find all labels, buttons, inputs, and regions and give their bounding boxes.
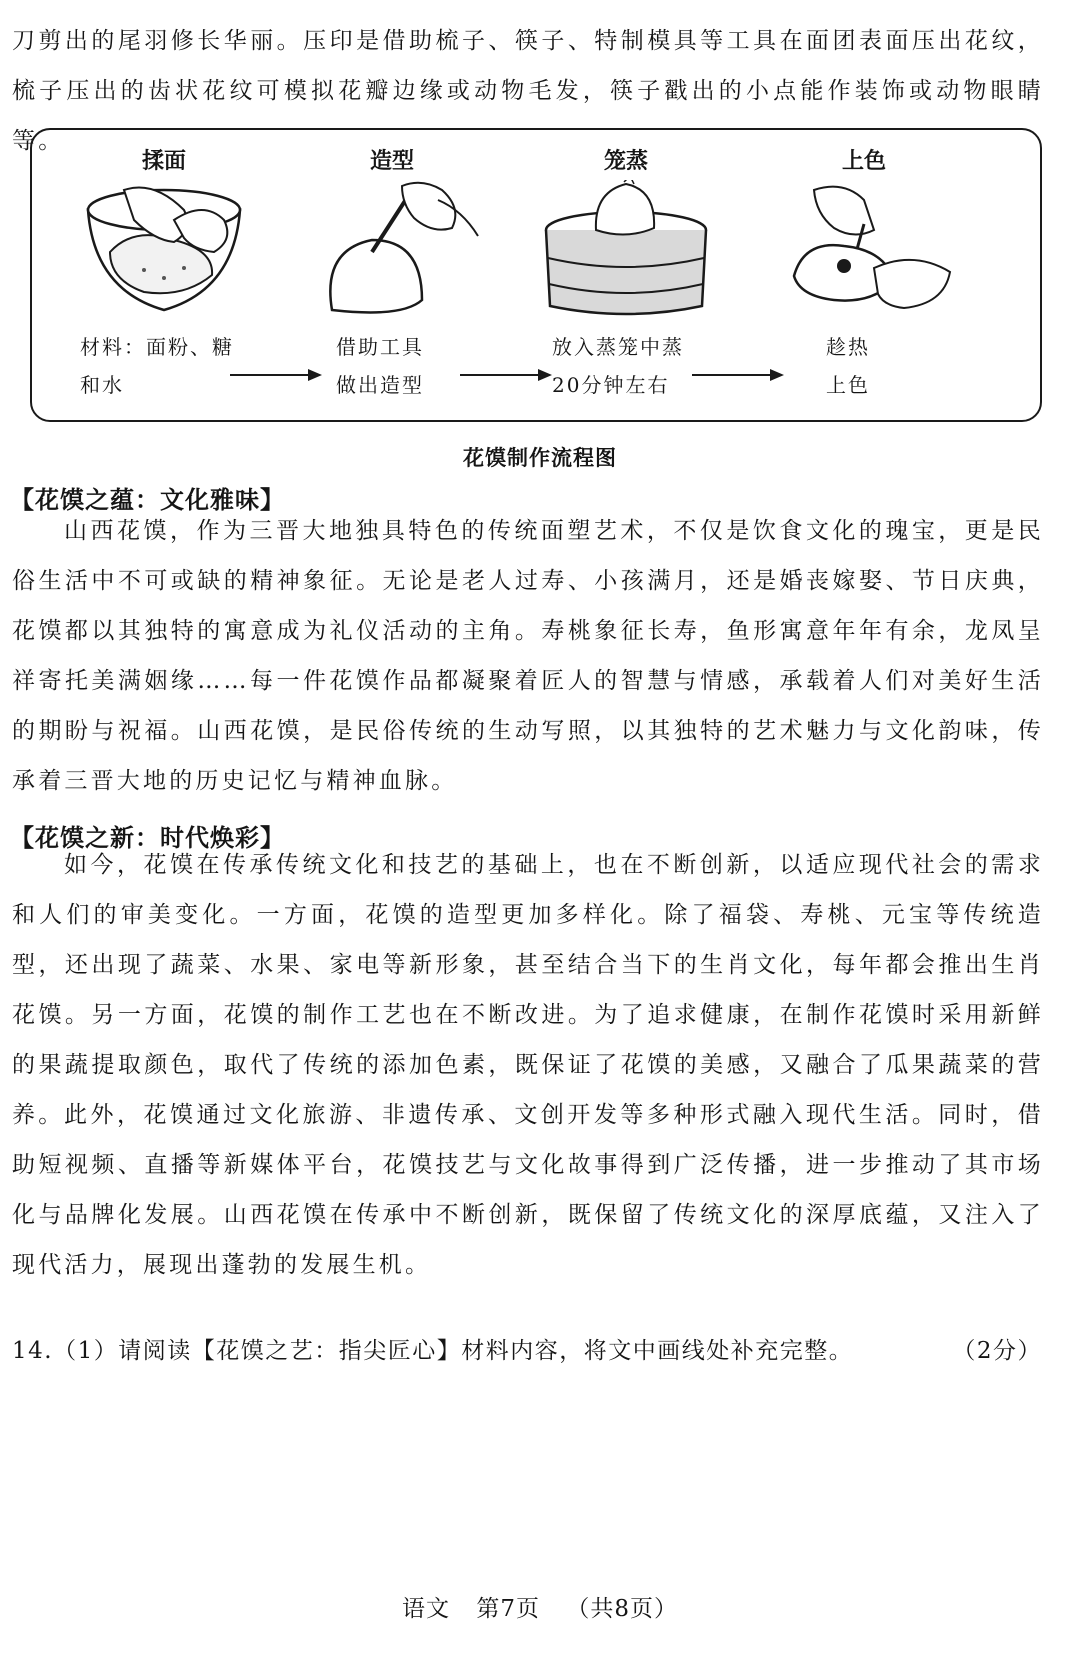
flow-step-desc [80, 328, 234, 404]
question-score: （2分） [952, 1338, 1042, 1364]
page-footer [0, 1590, 1080, 1623]
flow-caption: 花馍制作流程图 [463, 446, 617, 470]
flow-step-desc [826, 328, 870, 404]
new-paragraph-1: 如今，花馍在传承传统文化和技艺的基础上，也在不断创新，以适应现代社会的需求和人们的审美变化。一方面，花馍的造型更加多样化。除了福袋、寿桃、元宝等传统造型，还出现了蔬菜、水果、家电等新形象，甚至结合当下的生肖文化，每年都会推出生肖花馍。另一方面，花馍的制作工艺也在不断改进。为了追求健康，在制作花馍时采用新鲜的果蔬提取颜色，取代了传统的添加色素，既保证了花馍的美感，又融合了瓜果蔬菜的营养。 [12, 852, 1044, 1128]
flow-step-desc [336, 328, 424, 404]
new-paragraph-2: 此外，花馍通过文化旅游、非遗传承、文创开发等多种形式融入现代生活。同时，借助短视频、直播等新媒体平台，花馍技艺与文化故事得到广泛传播，进一步推动了其市场化与品牌化发展。山西花馍在传承中不断创新，既保留了传统文化的深厚底蕴，又注入了现代活力，展现出蓬勃的发展生机。 [12, 1102, 1044, 1278]
desc-line-1: 材料：面粉、糖 [80, 335, 234, 359]
kneading-bowl-icon [74, 180, 254, 320]
desc-line-2: 和水 [80, 373, 124, 397]
flow-diagram [30, 128, 1042, 422]
culture-paragraph: 山西花馍，作为三晋大地独具特色的传统面塑艺术，不仅是饮食文化的瑰宝，更是民俗生活中不可或缺的精神象征。无论是老人过寿、小孩满月，还是婚丧嫁娶、节日庆典，花馍都以其独特的寓意成为礼仪活动的主角。寿桃象征长寿，鱼形寓意年年有余，龙凤呈祥寄托美满姻缘……每一件花馍作品都凝聚着匠人的智慧与情感，承载着人们对美好生活的期盼与祝福。山西花馍，是民俗传统的生动写照，以其独特的艺术魅力与文化韵味，传承着三晋大地的历史记忆与精神血脉。 [12, 518, 1044, 794]
desc-line-2: 20分钟左右 [552, 373, 670, 397]
desc-line-2: 做出造型 [336, 373, 424, 397]
footer-total: （共8页） [566, 1596, 678, 1622]
desc-line-1: 借助工具 [336, 335, 424, 359]
flow-step-title: 上色 [841, 149, 886, 174]
section-heading-new: 【花馍之新：时代焕彩】 [10, 824, 285, 852]
desc-line-1: 放入蒸笼中蒸 [552, 335, 684, 359]
question-14-1 [12, 1332, 1042, 1365]
flow-step-title: 造型 [369, 149, 414, 174]
shaping-tool-icon [302, 180, 482, 320]
question-text: 14.（1）请阅读【花馍之艺：指尖匠心】材料内容，将文中画线处补充完整。 [12, 1338, 854, 1364]
coloring-hand-icon [774, 180, 954, 320]
desc-line-1: 趁热 [826, 335, 870, 359]
footer-subject: 语文 [402, 1596, 451, 1622]
footer-page: 第7页 [476, 1596, 540, 1622]
flow-step-desc [552, 328, 684, 404]
flow-step-title: 笼蒸 [603, 149, 648, 174]
desc-line-2: 上色 [826, 373, 870, 397]
flow-step-color [744, 130, 984, 424]
steamer-icon [536, 180, 716, 320]
section-heading-culture: 【花馍之蕴：文化雅味】 [10, 486, 285, 514]
flow-step-title: 揉面 [141, 149, 186, 174]
intro-paragraph: 刀剪出的尾羽修长华丽。压印是借助梳子、筷子、特制模具等工具在面团表面压出花纹，梳子压出的齿状花纹可模拟花瓣边缘或动物毛发，筷子戳出的小点能作装饰或动物眼睛等。 [12, 28, 1044, 154]
